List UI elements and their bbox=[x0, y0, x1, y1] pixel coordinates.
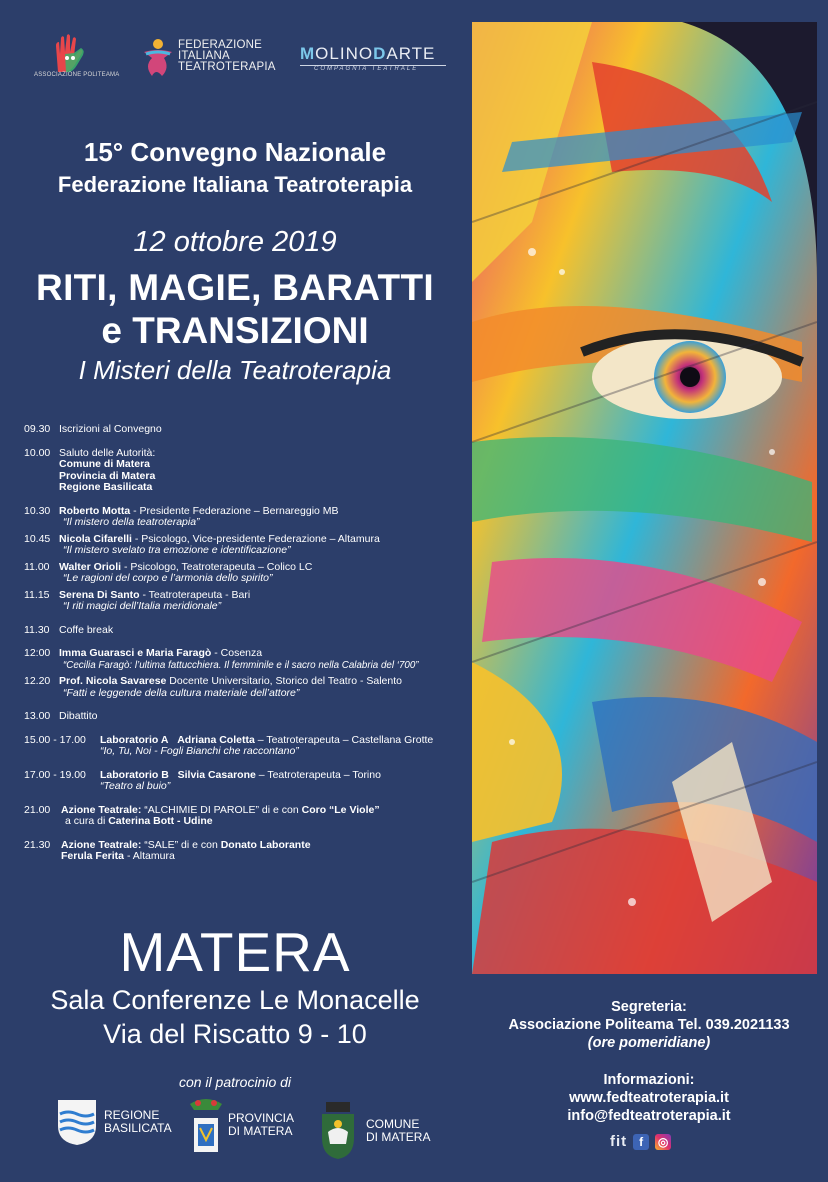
program-item bbox=[24, 840, 464, 863]
provincia-matera-crest-icon bbox=[188, 1096, 224, 1154]
email-link[interactable]: info@fedteatroterapia.it bbox=[567, 1108, 731, 1124]
program-item bbox=[24, 770, 464, 793]
lab-label: Laboratorio B bbox=[100, 768, 169, 781]
program-text: Coffe break bbox=[59, 623, 114, 636]
program-item bbox=[24, 648, 464, 671]
program-time: 12.20 bbox=[24, 675, 51, 687]
program-time: 11.00 bbox=[24, 560, 50, 573]
molino-m: M bbox=[300, 44, 316, 63]
program-time: 09.30 bbox=[24, 423, 51, 435]
fit-line-1: FEDERAZIONE bbox=[178, 39, 262, 51]
patron-regione bbox=[56, 1098, 172, 1146]
speaker-name: Roberto Motta bbox=[59, 504, 131, 517]
program-item bbox=[24, 506, 464, 529]
patronage-label: con il patrocinio di bbox=[178, 1074, 292, 1090]
talk-title: “I riti magici dell’Italia meridionale” bbox=[63, 600, 222, 612]
politeama-logo bbox=[34, 32, 120, 82]
lab-label: Laboratorio A bbox=[100, 733, 169, 746]
program-time: 21.00 bbox=[24, 803, 51, 816]
fit-small-logo: fit bbox=[610, 1133, 628, 1150]
company-city: - Altamura bbox=[124, 850, 175, 862]
patron-provincia bbox=[188, 1096, 294, 1154]
program-item bbox=[24, 735, 464, 758]
talk-title: “Il mistero della teatroterapia” bbox=[63, 516, 200, 528]
authority-regione: Regione Basilicata bbox=[59, 481, 153, 493]
patron-name: DI MATERA bbox=[366, 1130, 431, 1144]
main-subtitle: I Misteri della Teatroterapia bbox=[78, 355, 392, 385]
speaker-name: Nicola Cifarelli bbox=[59, 532, 132, 545]
main-title-line-2: e TRANSIZIONI bbox=[101, 310, 369, 351]
venue-address: Via del Riscatto 9 - 10 bbox=[103, 1019, 367, 1049]
action-text: “SALE” di e con bbox=[141, 838, 221, 851]
program-time: 17.00 - 19.00 bbox=[24, 768, 86, 781]
segreteria-line: Associazione Politeama Tel. 039.2021133 bbox=[508, 1017, 790, 1033]
segreteria-block bbox=[470, 998, 828, 1052]
program-item bbox=[24, 711, 464, 723]
fit-line-2: ITALIANA bbox=[178, 50, 230, 62]
instagram-icon[interactable]: ◎ bbox=[655, 1134, 671, 1150]
program-item bbox=[24, 805, 464, 828]
program-item bbox=[24, 625, 464, 637]
talk-title: “Cecilia Faragò: l’ultima fattucchiera. Il femminile e il sacro nella Calabria del ‘700” bbox=[63, 659, 419, 671]
speaker-name: Coro “Le Viole” bbox=[301, 803, 380, 816]
talk-title: “Il mistero svelato tra emozione e identificazione” bbox=[63, 544, 291, 556]
program-item bbox=[24, 590, 464, 613]
facebook-icon[interactable]: f bbox=[633, 1134, 649, 1150]
action-label: Azione Teatrale: bbox=[61, 838, 142, 851]
patron-comune bbox=[316, 1102, 430, 1160]
regione-basilicata-crest-icon bbox=[56, 1098, 98, 1146]
website-link[interactable]: www.fedteatroterapia.it bbox=[569, 1090, 729, 1106]
convegno-title: 15° Convegno Nazionale bbox=[83, 137, 387, 167]
patron-name: PROVINCIA bbox=[228, 1111, 295, 1125]
venue-hall: Sala Conferenze Le Monacelle bbox=[50, 985, 420, 1015]
program-item bbox=[24, 676, 464, 699]
curator-name: Caterina Bott - Udine bbox=[108, 815, 213, 827]
talk-title: “Teatro al buio” bbox=[100, 780, 171, 792]
program-time: 10.00 bbox=[24, 446, 51, 459]
info-block bbox=[470, 1071, 828, 1125]
molino-subtitle: COMPAGNIA TEATRALE bbox=[300, 65, 446, 72]
speaker-role: Docente Universitario, Storico del Teatro - Salento bbox=[166, 675, 402, 687]
program-list bbox=[24, 424, 464, 875]
fit-line-3: TEATROTERAPIA bbox=[178, 61, 276, 73]
speaker-name: Adriana Coletta bbox=[177, 733, 255, 746]
speaker-name: Serena Di Santo bbox=[59, 588, 140, 601]
street-art-face-image bbox=[472, 22, 817, 974]
program-time: 10.45 bbox=[24, 532, 51, 545]
speaker-role: – Teatroterapeuta – Torino bbox=[255, 768, 381, 781]
talk-title: “Le ragioni del corpo e l’armonia dello spirito” bbox=[63, 572, 273, 584]
talk-title: “Io, Tu, Noi - Fogli Bianchi che raccontano” bbox=[100, 745, 299, 757]
action-curator-label: a cura di bbox=[65, 815, 109, 827]
program-time: 11.15 bbox=[24, 588, 50, 601]
speaker-name: Prof. Nicola Savarese bbox=[59, 675, 167, 687]
info-title: Informazioni: bbox=[603, 1072, 695, 1088]
program-text: Iscrizioni al Convegno bbox=[59, 423, 162, 435]
speaker-role: - Teatroterapeuta - Bari bbox=[139, 588, 251, 601]
event-date: 12 ottobre 2019 bbox=[133, 226, 337, 258]
program-time: 11.30 bbox=[24, 623, 50, 636]
program-time: 12:00 bbox=[24, 647, 51, 659]
patron-name: BASILICATA bbox=[104, 1121, 172, 1135]
politeama-caption: ASSOCIAZIONE POLITEAMA bbox=[34, 72, 120, 78]
patron-name: REGIONE bbox=[104, 1108, 160, 1122]
speaker-name: Imma Guarasci e Maria Faragò bbox=[59, 647, 212, 659]
action-text: “ALCHIMIE DI PAROLE” di e con bbox=[141, 803, 302, 816]
speaker-role: – Teatroterapeuta – Castellana Grotte bbox=[254, 733, 434, 746]
program-time: 10.30 bbox=[24, 504, 51, 517]
program-item bbox=[24, 424, 464, 436]
program-text: Saluto delle Autorità: bbox=[59, 446, 156, 459]
speaker-name: Walter Orioli bbox=[59, 560, 122, 573]
program-time: 15.00 - 17.00 bbox=[24, 733, 86, 746]
fit-logo bbox=[140, 38, 290, 82]
program-time: 13.00 bbox=[24, 710, 51, 722]
hands-icon bbox=[50, 32, 90, 74]
segreteria-note: (ore pomeridiane) bbox=[587, 1035, 711, 1051]
program-item bbox=[24, 534, 464, 557]
city-title: MATERA bbox=[119, 921, 351, 983]
social-links bbox=[610, 1133, 671, 1150]
speaker-role: - Psicologo, Vice-presidente Federazione – Altamura bbox=[131, 532, 380, 545]
speaker-role: - Psicologo, Teatroterapeuta – Colico LC bbox=[121, 560, 313, 573]
patron-name: DI MATERA bbox=[228, 1124, 293, 1138]
molinodarte-logo bbox=[300, 44, 460, 74]
patron-name: COMUNE bbox=[366, 1117, 420, 1131]
speaker-role: - Presidente Federazione – Bernareggio MB bbox=[130, 504, 339, 517]
federazione-title: Federazione Italiana Teatroterapia bbox=[57, 172, 413, 197]
speaker-role: - Cosenza bbox=[211, 647, 263, 659]
comune-matera-crest-icon bbox=[316, 1102, 360, 1160]
venue-block bbox=[0, 983, 470, 1051]
authority-provincia: Provincia di Matera bbox=[59, 469, 156, 482]
molino-olino: OLINO bbox=[315, 44, 374, 63]
main-title-line-1: RITI, MAGIE, BARATTI bbox=[36, 267, 434, 308]
company-name: Ferula Ferita bbox=[61, 850, 125, 862]
molino-d: D bbox=[373, 44, 387, 63]
talk-title: “Fatti e leggende della cultura materiale dell’attore” bbox=[63, 686, 300, 699]
program-item bbox=[24, 562, 464, 585]
authority-comune: Comune di Matera bbox=[59, 458, 151, 470]
program-item bbox=[24, 448, 464, 494]
fit-figure-icon bbox=[140, 38, 176, 78]
program-time: 21.30 bbox=[24, 838, 51, 851]
segreteria-title: Segreteria: bbox=[611, 999, 687, 1015]
molino-arte: ARTE bbox=[386, 44, 436, 63]
action-label: Azione Teatrale: bbox=[61, 803, 142, 816]
program-text: Dibattito bbox=[59, 710, 98, 722]
speaker-name: Silvia Casarone bbox=[177, 768, 256, 781]
speaker-name: Donato Laborante bbox=[220, 838, 311, 851]
